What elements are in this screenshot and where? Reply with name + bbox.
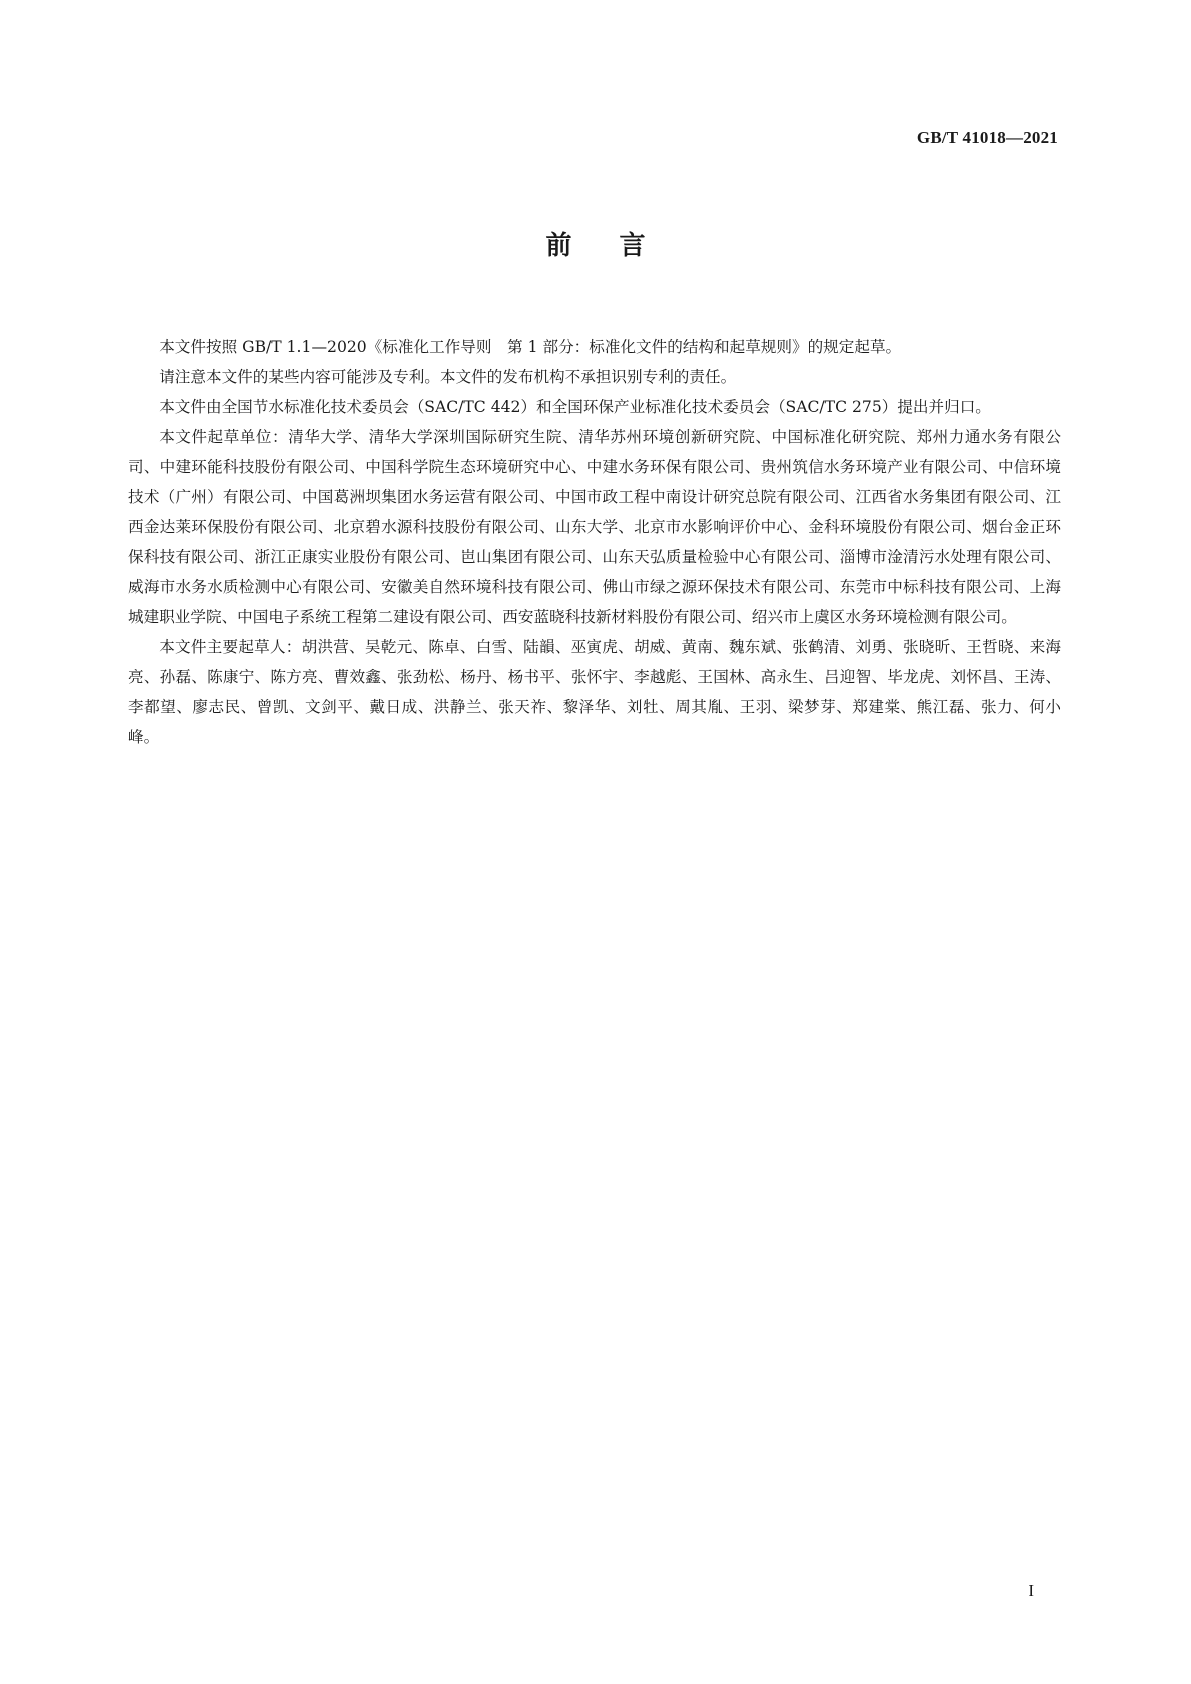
paragraph-drafters: 本文件主要起草人：胡洪营、吴乾元、陈卓、白雪、陆韻、巫寅虎、胡威、黄南、魏东斌、张鹤清、刘勇、张晓昕、王哲晓、来海亮、孙磊、陈康宁、陈方亮、曹效鑫、张劲松、杨丹、杨书平、张怀宇、李越彪、王国林、高永生、吕迎智、毕龙虎、刘怀昌、王涛、李都望、廖志民、曾凯、文剑平、戴日成、洪静兰、张天祚、黎泽华、刘牡、周其胤、王羽、梁梦芽、郑建棠、熊江磊、张力、何小峰。 [128,638,1061,746]
page-title: 前言 [545,231,694,261]
page-number: I [1028,1581,1034,1600]
paragraph-committee: 本文件由全国节水标准化技术委员会（SAC/TC 442）和全国环保产业标准化技术委员会（SAC/TC 275）提出并归口。 [159,398,991,416]
foreword-body [128,332,1061,752]
paragraph-drafting-units: 本文件起草单位：清华大学、清华大学深圳国际研究生院、清华苏州环境创新研究院、中国标准化研究院、郑州力通水务有限公司、中建环能科技股份有限公司、中国科学院生态环境研究中心、中建水务环保有限公司、贵州筑信水务环境产业有限公司、中信环境技术（广州）有限公司、中国葛洲坝集团水务运营有限公司、中国市政工程中南设计研究总院有限公司、江西省水务集团有限公司、江西金达莱环保股份有限公司、北京碧水源科技股份有限公司、山东大学、北京市水影响评价中心、金科环境股份有限公司、烟台金正环保科技有限公司、浙江正康实业股份有限公司、岜山集团有限公司、山东天弘质量检验中心有限公司、淄博市淦清污水处理有限公司、威海市水务水质检测中心有限公司、安徽美自然环境科技有限公司、佛山市绿之源环保技术有限公司、东莞市中标科技有限公司、上海城建职业学院、中国电子系统工程第二建设有限公司、西安蓝晓科技新材料股份有限公司、绍兴市上虞区水务环境检测有限公司。 [128,428,1061,626]
standard-code: GB/T 41018—2021 [916,128,1058,147]
paragraph-drafting-rules: 本文件按照 GB/T 1.1—2020《标准化工作导则 第 1 部分：标准化文件的结构和起草规则》的规定起草。 [159,338,902,356]
paragraph-patent-notice: 请注意本文件的某些内容可能涉及专利。本文件的发布机构不承担识别专利的责任。 [159,368,737,386]
